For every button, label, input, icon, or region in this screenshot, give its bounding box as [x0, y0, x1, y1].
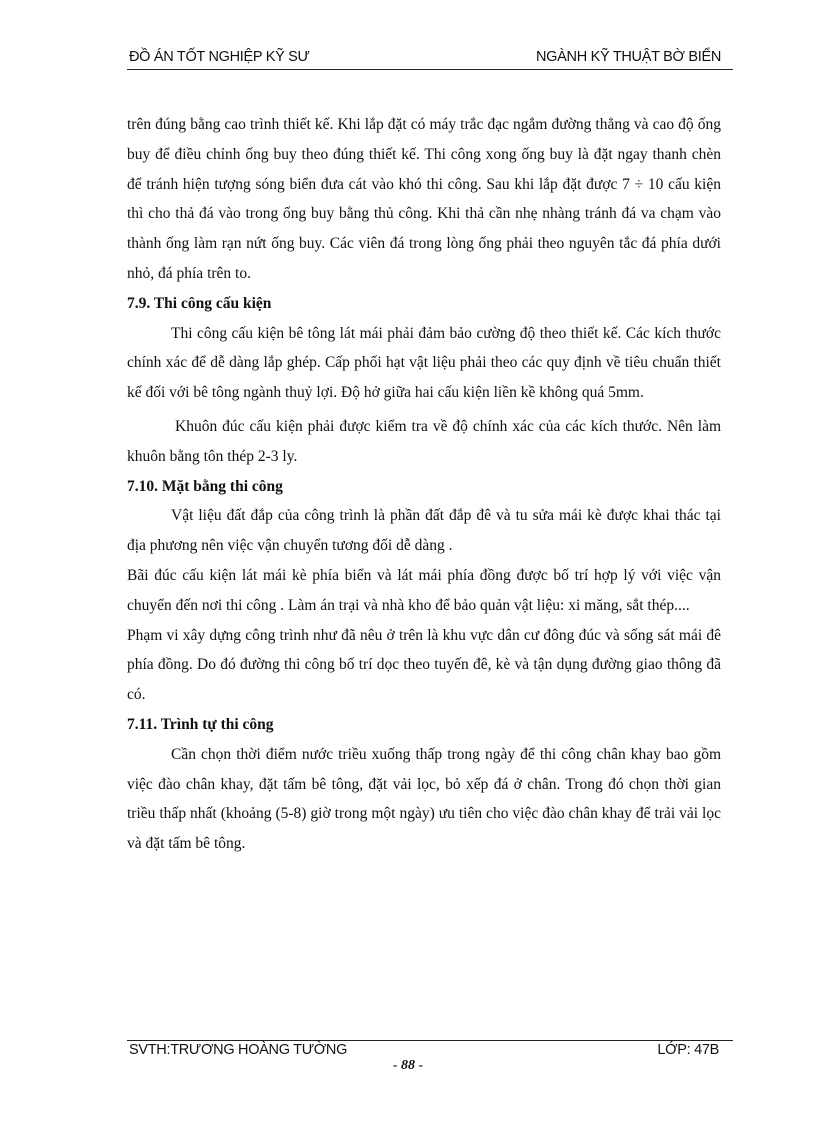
section-heading-7-11: 7.11. Trình tự thi công: [127, 715, 274, 733]
document-body: [127, 110, 721, 859]
footer-student-name: SVTH:TRƯƠNG HOÀNG TƯỜNG: [129, 1042, 348, 1058]
header-major: NGÀNH KỸ THUẬT BỜ BIỂN: [536, 49, 721, 65]
footer-class: LỚP: 47B: [657, 1042, 719, 1058]
paragraph-7-10-1: Vật liệu đất đắp của công trình là phần đất đắp đê và tu sửa mái kè được khai thác tại địa phương nên việc vận chuyển tương đối dễ dàng .: [127, 507, 721, 555]
section-heading-7-10: 7.10. Mặt bằng thi công: [127, 477, 283, 495]
paragraph-intro: trên đúng bằng cao trình thiết kế. Khi lắp đặt có máy trắc đạc ngắm đường thẳng và cao độ ống buy để điều chỉnh ống buy theo đúng thiết kế. Thi công xong ống buy là đặt ngay thanh chèn để tránh hiện tượng sóng biển đưa cát vào khó thi công. Sau khi lắp đặt được 7 ÷ 10 cấu kiện thì cho thả đá vào trong ống buy bằng thủ công. Khi thả cần nhẹ nhàng tránh đá va chạm vào thành ống làm rạn nứt ống buy. Các viên đá trong lòng ống phải theo nguyên tắc đá phía dưới nhỏ, đá phía trên to.: [127, 116, 721, 282]
page-number: - 88 -: [392, 1058, 424, 1073]
paragraph-7-9-2: Khuôn đúc cấu kiện phải được kiểm tra về độ chính xác của các kích thước. Nên làm khuôn bằng tôn thép 2-3 ly.: [127, 417, 721, 465]
section-heading-7-9: 7.9. Thi công cấu kiện: [127, 294, 272, 312]
paragraph-7-10-3: Phạm vi xây dựng công trình như đã nêu ở trên là khu vực dân cư đông đúc và sống sát mái đê phía đồng. Do đó đường thi công bố trí dọc theo tuyến đê, kè và tận dụng đường giao thông đã có.: [127, 626, 721, 704]
paragraph-7-11-1: Cần chọn thời điểm nước triều xuống thấp trong ngày để thi công chân khay bao gồm việc đào chân khay, đặt tấm bê tông, đặt vải lọc, bỏ xếp đá ở chân. Trong đó chọn thời gian triều thấp nhất (khoảng (5-8) giờ trong một ngày) ưu tiên cho việc đào chân khay để trải vải lọc và đặt tấm bê tông.: [127, 745, 721, 853]
header-thesis-title: ĐỒ ÁN TỐT NGHIỆP KỸ SƯ: [129, 49, 310, 65]
page-header: [127, 47, 733, 70]
paragraph-7-9-1: Thi công cấu kiện bê tông lát mái phải đảm bảo cường độ theo thiết kế. Các kích thước chính xác để dễ dàng lắp ghép. Cấp phối hạt vật liệu phải theo các quy định về tiêu chuẩn thiết kế đối với bê tông ngành thuỷ lợi. Độ hở giữa hai cấu kiện liền kề không quá 5mm.: [127, 324, 721, 402]
paragraph-7-10-2: Bãi đúc cấu kiện lát mái kè phía biển và lát mái phía đồng được bố trí hợp lý với việc vận chuyển đến nơi thi công . Làm án trại và nhà kho để bảo quản vật liệu: xi măng, sắt thép....: [127, 566, 721, 614]
